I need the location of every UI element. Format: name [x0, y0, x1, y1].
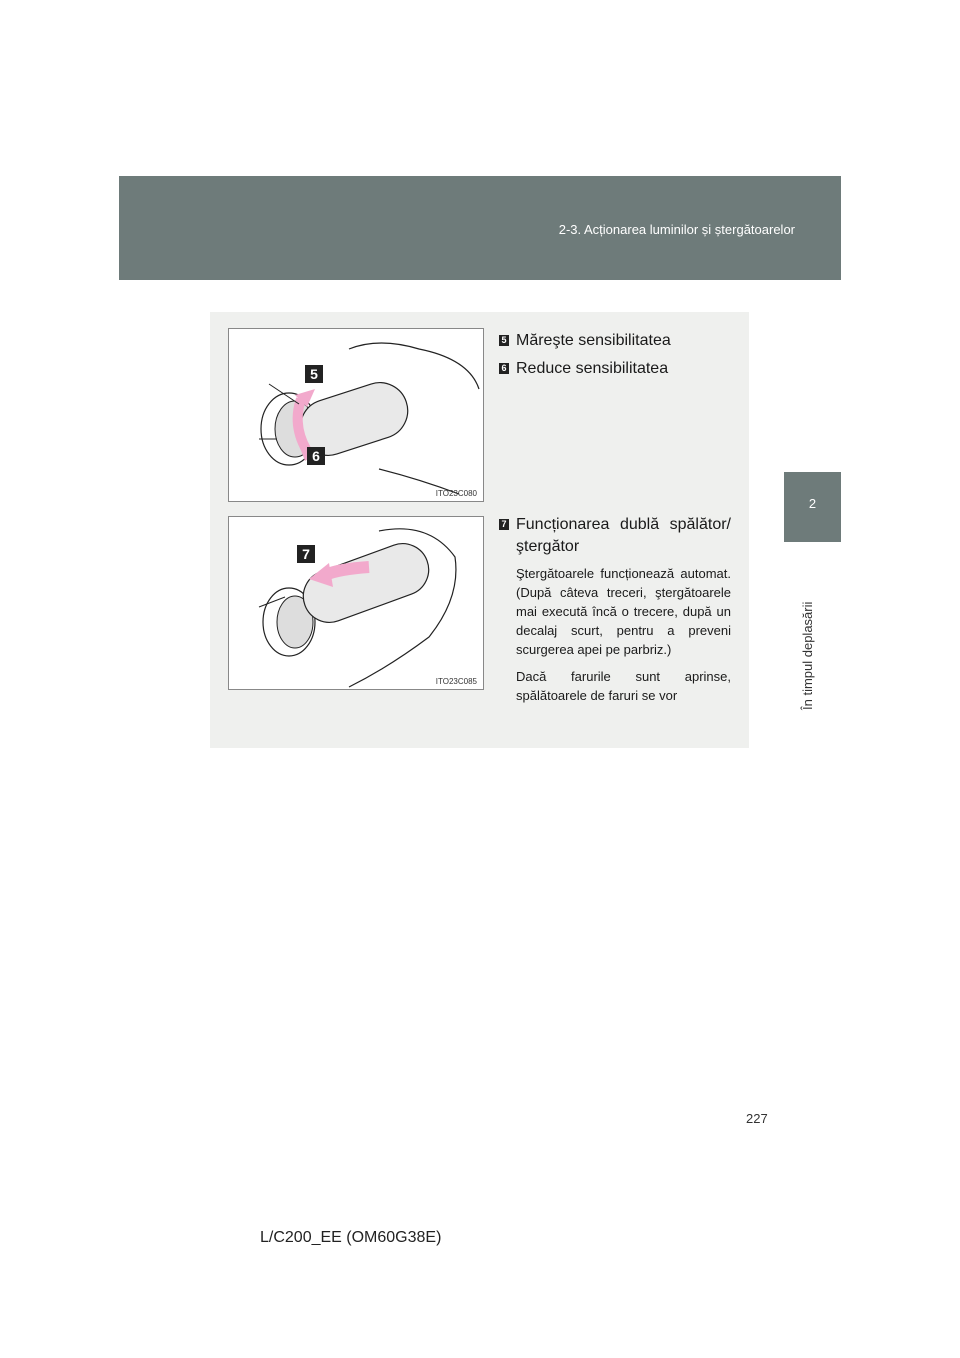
chapter-tab [784, 472, 841, 542]
item-badge: 5 [499, 335, 509, 346]
item-label: Reduce sensibilitatea [516, 360, 669, 377]
legend-sensitivity [499, 330, 731, 386]
figure-sensitivity [228, 328, 484, 502]
model-code: L/C200_EE (OM60G38E) [260, 1229, 442, 1246]
wiper-switch-drawing [229, 329, 483, 501]
content-panel [210, 312, 749, 748]
item-badge: 7 [499, 519, 509, 530]
chapter-name: În timpul deplasării [800, 601, 815, 710]
figure-badge-7: 7 [297, 545, 315, 563]
item-label: Funcționarea dublă spălător/ştergător [516, 516, 731, 555]
figure-badge-6: 6 [307, 447, 325, 465]
chapter-number: 2 [808, 496, 817, 511]
figure-wash-wipe [228, 516, 484, 690]
legend-wash-wipe [499, 514, 731, 713]
header-band [119, 176, 841, 280]
page-number: 227 [746, 1111, 768, 1126]
description-paragraph: Dacă farurile sunt aprinse, spălătoarele de faruri se vor [516, 669, 731, 703]
item-label: Măreşte sensibilitatea [516, 332, 671, 349]
section-title: 2-3. Acționarea luminilor și ștergătoarelor [558, 222, 795, 237]
figure-badge-5: 5 [305, 365, 323, 383]
legend-item [499, 358, 731, 380]
description-paragraph: Ştergătoarele funcționează automat. (După câteva treceri, ştergătoarele mai execută încă o trecere, după un decalaj scurt, pentru a preveni scurgerea apei pe parbriz.) [516, 566, 731, 657]
legend-item [499, 514, 731, 558]
figure-code: ITO23C080 [435, 489, 477, 498]
legend-item [499, 330, 731, 352]
item-badge: 6 [499, 363, 509, 374]
figure-code: ITO23C085 [435, 677, 477, 686]
wiper-switch-drawing [229, 517, 483, 689]
